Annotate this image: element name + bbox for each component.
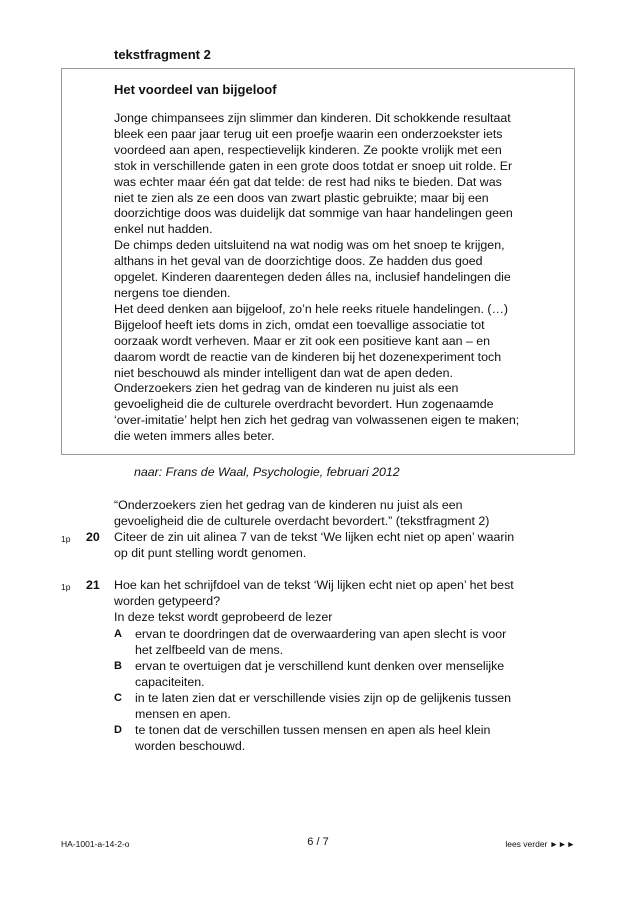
footer-continue-indicator: lees verder ►►►	[505, 839, 575, 849]
fragment-title: Het voordeel van bijgeloof	[114, 82, 277, 97]
question-points: 1p	[61, 582, 71, 592]
option-line: mensen en apen.	[135, 707, 231, 721]
fragment-body	[114, 111, 574, 445]
question-line: worden getypeerd?	[114, 594, 221, 608]
option-line: in te laten zien dat er verschillende visies zijn op de gelijkenis tussen	[135, 691, 512, 705]
fragment-line: niet te zien als ze een doos van zwart plastic gebruikte; maar bij een	[114, 190, 489, 205]
question-line: Citeer de zin uit alinea 7 van de tekst ‘We lijken echt niet op apen’ waarin	[114, 530, 515, 544]
fragment-line: oorzaak wordt verheven. Maar er zit ook een positieve kant aan – en	[114, 333, 491, 348]
question-line: Hoe kan het schrijfdoel van de tekst ‘Wij lijken echt niet op apen’ het best	[114, 578, 514, 592]
option-text	[135, 626, 506, 658]
fragment-line: opgelet. Kinderen daarentegen deden álles na, inclusief handelingen die	[114, 270, 511, 285]
option-line: te tonen dat de verschillen tussen mensen en apen als heel klein	[135, 723, 491, 737]
footer-page-number: 6 / 7	[307, 836, 329, 848]
question-intro-quote	[114, 497, 489, 529]
intro-line: gevoeligheid die de culturele overdacht bevordert.” (tekstfragment 2)	[114, 514, 490, 528]
option-text	[135, 722, 490, 754]
fragment-line: Onderzoekers zien het gedrag van de kinderen nu juist als een	[114, 381, 459, 396]
question-text	[114, 529, 514, 561]
option-line: capaciteiten.	[135, 675, 205, 689]
intro-line: “Onderzoekers zien het gedrag van de kinderen nu juist als een	[114, 498, 463, 512]
source-citation: naar: Frans de Waal, Psychologie, februari 2012	[134, 465, 400, 479]
question-line: op dit punt stelling wordt genomen.	[114, 546, 307, 560]
fragment-line: stok in verschillende gaten in een grote doos totdat er snoep uit rolde. Er	[114, 158, 513, 173]
question-number: 20	[86, 530, 100, 544]
fragment-line: niet beschouwd als minder intelligent dan wat de apen deden.	[114, 365, 453, 380]
question-text	[114, 577, 514, 625]
option-letter: B	[114, 660, 122, 672]
option-line: worden beschouwd.	[135, 739, 246, 753]
option-line: ervan te doordringen dat de overwaardering van apen slecht is voor	[135, 627, 507, 641]
text-fragment-box	[61, 68, 575, 455]
option-text	[135, 658, 504, 690]
fragment-line: daarom wordt de reactie van de kinderen bij het dozenexperiment toch	[114, 349, 502, 364]
fragment-line: althans in het geval van de doorzichtige doos. Ze hadden dus goed	[114, 254, 483, 269]
fragment-line: ‘over-imitatie’ helpt hen zich het gedrag van volwassenen eigen te maken;	[114, 413, 520, 428]
fragment-line: De chimps deden uitsluitend na wat nodig was om het snoep te krijgen,	[114, 238, 505, 253]
question-line: In deze tekst wordt geprobeerd de lezer	[114, 610, 333, 624]
question-points: 1p	[61, 534, 71, 544]
fragment-line: was echter maar één gat dat telde: de rest had niks te bieden. Dat was	[114, 174, 502, 189]
fragment-line: Jonge chimpansees zijn slimmer dan kinderen. Dit schokkende resultaat	[114, 111, 511, 125]
option-letter: A	[114, 628, 122, 640]
question-number: 21	[86, 578, 100, 592]
fragment-line: Het deed denken aan bijgeloof, zo’n hele reeks rituele handelingen. (…)	[114, 301, 509, 316]
option-line: ervan te overtuigen dat je verschillend kunt denken over menselijke	[135, 659, 505, 673]
fragment-line: gevoeligheid die de culturele overdracht bevordert. Hun zogenaamde	[114, 397, 494, 412]
fragment-line: Bijgeloof heeft iets doms in zich, omdat een toevallige associatie tot	[114, 317, 485, 332]
option-letter: C	[114, 692, 122, 704]
option-letter: D	[114, 724, 122, 736]
fragment-line: die weten immers alles beter.	[114, 429, 275, 444]
option-line: het zelfbeeld van de mens.	[135, 643, 284, 657]
option-text	[135, 690, 511, 722]
fragment-line: bleek een paar jaar terug uit een proefje waarin een onderzoekster iets	[114, 126, 503, 141]
fragment-line: doorzichtige doos was duidelijk dat sommige van haar handelingen geen	[114, 206, 513, 221]
section-title: tekstfragment 2	[114, 47, 211, 62]
fragment-line: enkel nut hadden.	[114, 222, 213, 237]
fragment-line: voordeed aan apen, respectievelijk kinderen. Ze pookte vrolijk met een	[114, 142, 502, 157]
footer-exam-code: HA-1001-a-14-2-o	[61, 839, 130, 849]
fragment-line: nergens toe dienden.	[114, 285, 231, 300]
